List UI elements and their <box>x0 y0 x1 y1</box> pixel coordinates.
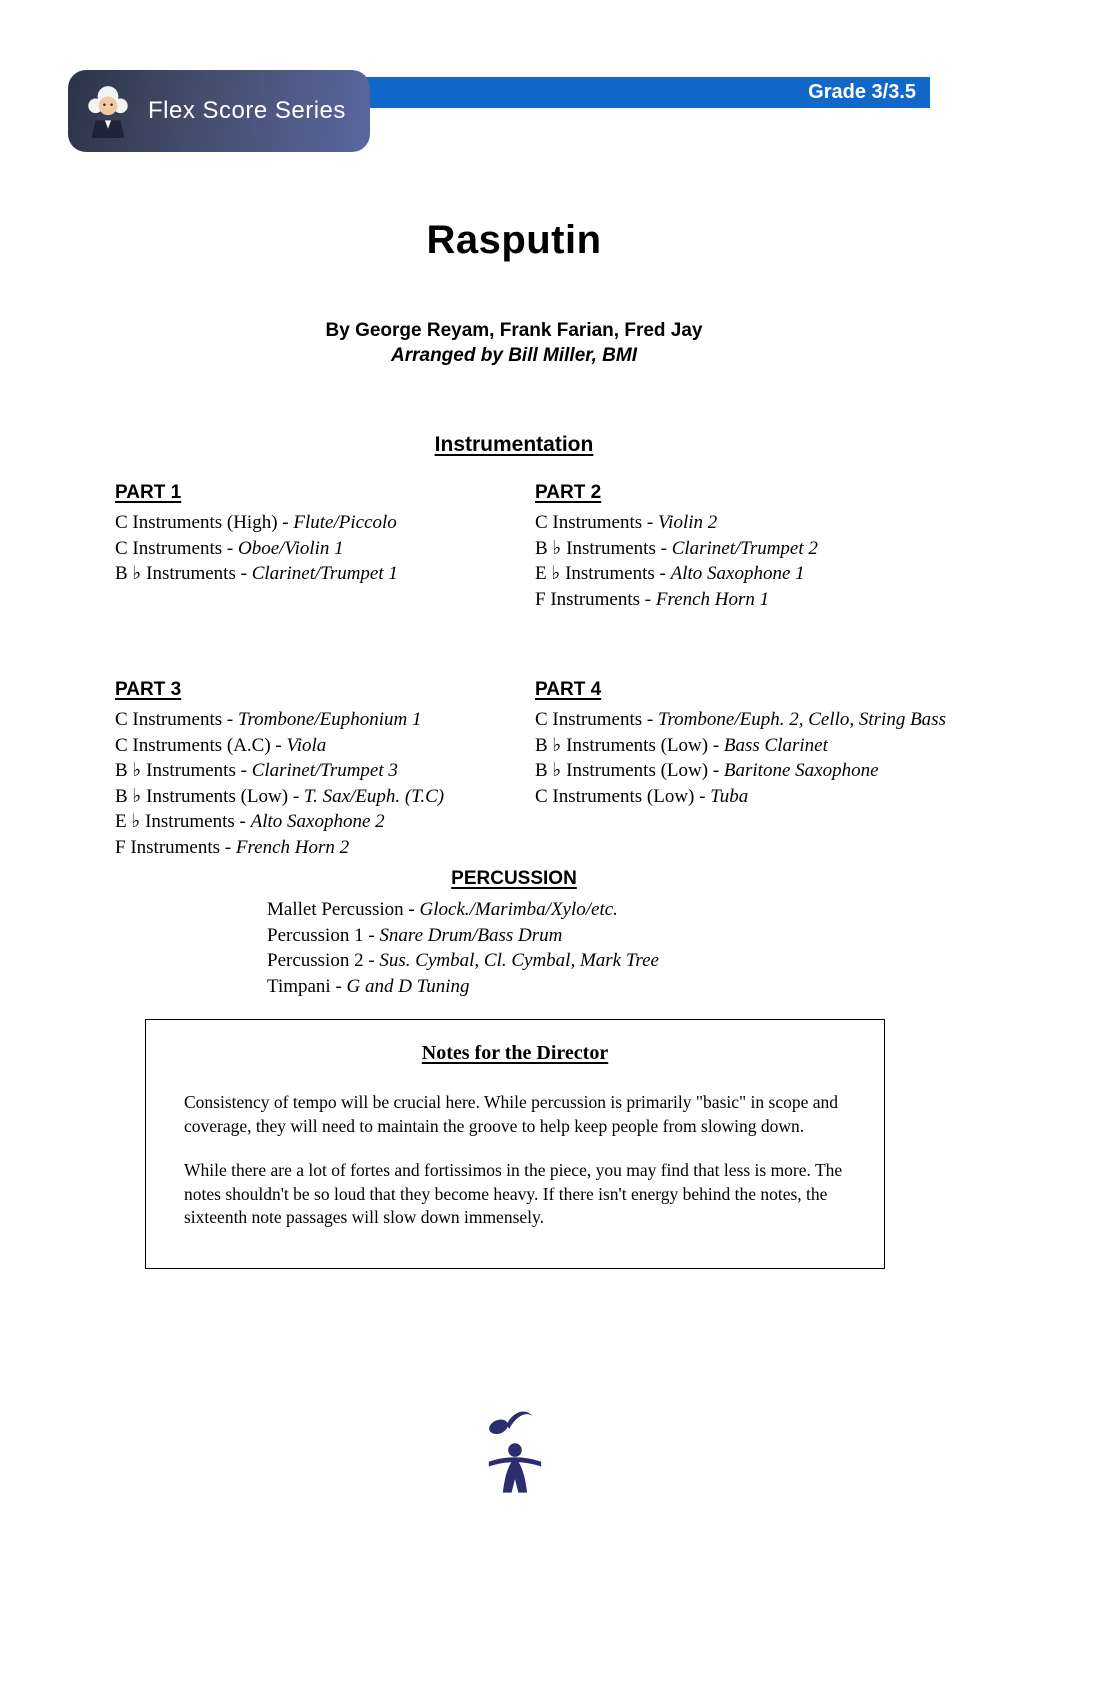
director-notes-heading: Notes for the Director <box>421 1042 609 1064</box>
instrumentation-heading: Instrumentation <box>434 433 594 456</box>
part-3-heading: PART 3 <box>115 679 182 700</box>
instrument-line: Percussion 1 - Snare Drum/Bass Drum <box>267 924 563 946</box>
instrument-line: C Instruments (A.C) - Viola <box>115 734 327 756</box>
instrument-line: B ♭ Instruments (Low) - Baritone Saxophone <box>535 760 879 781</box>
instrument-line: C Instruments - Trombone/Euphonium 1 <box>115 709 422 730</box>
composers-byline: By George Reyam, Frank Farian, Fred Jay <box>325 320 703 341</box>
part-3-lines <box>115 707 585 860</box>
instrument-line: C Instruments (High) - Flute/Piccolo <box>115 512 397 533</box>
grade-bar <box>360 77 930 108</box>
series-label: Flex Score Series <box>148 97 346 124</box>
part-4-section <box>535 679 1005 809</box>
series-banner <box>68 70 370 152</box>
part-3-section <box>115 679 585 860</box>
part-1-lines <box>115 510 585 587</box>
instrument-line: C Instruments - Trombone/Euph. 2, Cello, String Bass <box>535 709 946 730</box>
percussion-heading: PERCUSSION <box>451 868 577 889</box>
instrument-line: Timpani - G and D Tuning <box>267 975 470 997</box>
instrument-line: C Instruments - Oboe/Violin 1 <box>115 537 344 559</box>
instrument-line: E ♭ Instruments - Alto Saxophone 1 <box>535 563 805 584</box>
director-notes-box <box>145 1019 885 1269</box>
part-4-heading: PART 4 <box>535 679 602 700</box>
director-notes-paragraph-1: Consistency of tempo will be crucial here. While percussion is primarily "basic" in scope and coverage, they will need to maintain the groove to help keep people from slowing down. <box>184 1092 839 1136</box>
instrument-line: B ♭ Instruments - Clarinet/Trumpet 3 <box>115 760 398 781</box>
part-1-section <box>115 482 585 587</box>
director-notes-paragraph-2: While there are a lot of fortes and fortissimos in the piece, you may find that less is more. The notes shouldn't be so loud that they become heavy. If there isn't energy behind the notes, the sixteenth note passages will slow down immensely. <box>184 1160 843 1227</box>
composer-mascot-icon <box>82 83 134 139</box>
instrument-line: B ♭ Instruments - Clarinet/Trumpet 2 <box>535 537 818 559</box>
instrument-line: B ♭ Instruments (Low) - T. Sax/Euph. (T.C) <box>115 785 445 807</box>
part-2-heading: PART 2 <box>535 482 602 503</box>
part-2-section <box>535 482 1005 612</box>
instrument-line: B ♭ Instruments - Clarinet/Trumpet 1 <box>115 563 398 584</box>
instrument-line: Percussion 2 - Sus. Cymbal, Cl. Cymbal, Mark Tree <box>267 950 659 971</box>
instrument-line: F Instruments - French Horn 2 <box>115 836 350 858</box>
publisher-logo-icon <box>0 1406 1028 1501</box>
instrument-line: C Instruments - Violin 2 <box>535 512 718 533</box>
piece-title: Rasputin <box>426 218 602 262</box>
part-2-lines <box>535 510 1005 612</box>
instrument-line: B ♭ Instruments (Low) - Bass Clarinet <box>535 734 828 756</box>
instrument-line: Mallet Percussion - Glock./Marimba/Xylo/etc. <box>267 899 618 920</box>
part-4-lines <box>535 707 1005 809</box>
percussion-lines <box>267 897 659 999</box>
instrument-line: F Instruments - French Horn 1 <box>535 588 770 610</box>
instrument-line: C Instruments (Low) - Tuba <box>535 785 749 807</box>
part-1-heading: PART 1 <box>115 482 182 503</box>
instrument-line: E ♭ Instruments - Alto Saxophone 2 <box>115 811 385 832</box>
arranger-byline: Arranged by Bill Miller, BMI <box>391 345 637 366</box>
grade-label: Grade 3/3.5 <box>808 81 916 103</box>
